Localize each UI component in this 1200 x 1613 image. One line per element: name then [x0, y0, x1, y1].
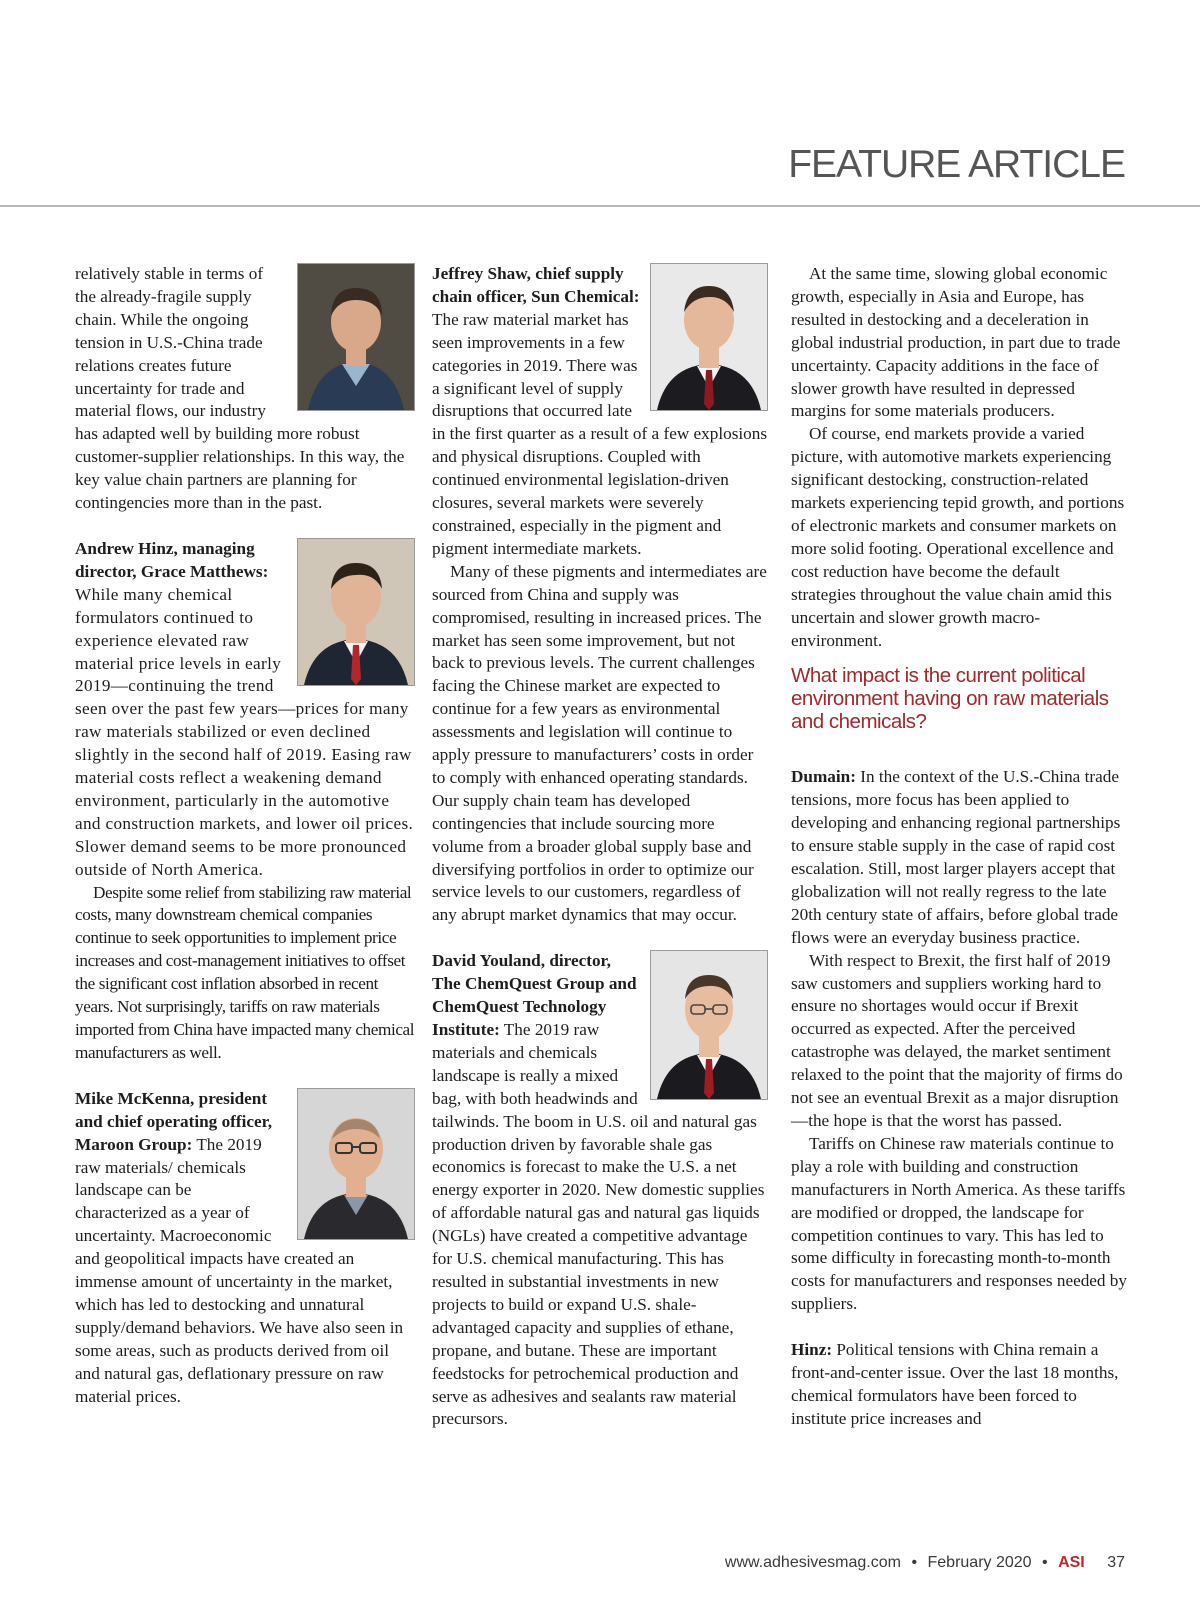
speaker-name-hinz-2: Hinz:: [791, 1340, 833, 1360]
portrait-photo-5: [650, 950, 768, 1100]
column-1: [75, 263, 415, 1409]
footer-bullet-2: •: [1042, 1554, 1048, 1571]
header-rule: [0, 205, 1200, 207]
portrait-photo-1: [297, 263, 415, 411]
footer-date: February 2020: [927, 1554, 1032, 1571]
page-number: 37: [1107, 1554, 1125, 1571]
shaw-paragraph-2: Many of these pigments and intermediates are sourced from China and supply was compromised, resulting in increased prices. The market has seen some improvement, but not back to previous levels. The current challenges facing the Chinese market are expected to continue for a few years as environmental assessments and legislation will continue to apply pressure to manufacturers’ costs in order to comply with enhanced operating standards. Our supply chain team has developed contingencies that include sourcing more volume from a broader global supply base and diversifying portfolios in order to optimize our service levels to our customers, regardless of any abrupt market dynamics that may occur.: [432, 561, 767, 925]
portrait-photo-4: [650, 263, 768, 411]
hinz-2-paragraph-1: Political tensions with China remain a front-and-center issue. Over the last 18 months, chemical formulators have been forced to institute price increases and: [791, 1340, 1119, 1428]
mckenna-paragraph-1: The 2019 raw materials/ chemicals landscape can be characterized as a year of uncertainty. Macroeconomic and geopolitical impacts have created an immense amount of uncertainty in the market, which has led to destocking and unnatural supply/demand behaviors. We have also seen in some areas, such as products derived from oil and natural gas, deflationary pressure on raw material prices.: [75, 1134, 404, 1406]
speaker-name-hinz: Andrew Hinz, managing director, Grace Matthews:: [75, 538, 269, 581]
portrait-1-image: [298, 264, 414, 410]
youland-paragraph-1: The 2019 raw materials and chemicals landscape is really a mixed bag, with both headwinds and tailwinds. The boom in U.S. oil and natural gas production driven by favorable shale gas economics is forecast to make the U.S. a net energy exporter in 2020. New domestic supplies of affordable natural gas and natural gas liquids (NGLs) have created a competitive advantage for U.S. chemical manufacturing. This has resulted in substantial investments in new projects to build or expand U.S. shale-advantaged capacity and supplies of ethane, propane, and butane. These are important feedstocks for petrochemical production and serve as adhesives and sealants raw material precursors.: [432, 1020, 765, 1429]
question-heading: What impact is the current political environment having on raw materials and chemicals?: [791, 664, 1109, 734]
portrait-photo-3: [297, 1088, 415, 1240]
dumain-paragraph-3: Tariffs on Chinese raw materials continue to play a role with building and construction manufacturers in North America. As these tariffs are modified or dropped, the landscape for competition continues to vary. This has led to some difficulty in forecasting month-to-month costs for manufacturers and responses needed by suppliers.: [791, 1133, 1127, 1314]
speaker-name-shaw: Jeffrey Shaw, chief supply chain officer, Sun Chemical:: [432, 264, 640, 306]
page-footer: [725, 1554, 1125, 1572]
column-2: [432, 263, 768, 1431]
speaker-name-dumain: Dumain:: [791, 767, 856, 787]
speaker-name-mckenna: Mike McKenna, president and chief operating officer, Maroon Group:: [75, 1088, 272, 1154]
portrait-3-image: [298, 1089, 414, 1239]
footer-bullet-1: •: [911, 1554, 918, 1571]
footer-brand: ASI: [1058, 1554, 1085, 1571]
col3-paragraph-2: Of course, end markets provide a varied picture, with automotive markets experiencing significant destocking, construction-related markets experiencing tepid growth, and portions of electronic markets and consumer markets on more solid footing. Operational excellence and cost reduction have become the default strategies throughout the value chain amid this uncertain and slower growth macro-environment.: [791, 424, 1125, 650]
portrait-2-image: [298, 539, 414, 685]
column-3: [791, 263, 1127, 1431]
portrait-4-image: [651, 264, 767, 410]
shaw-paragraph-1: The raw material market has seen improvements in a few categories in 2019. There was a significant level of supply disruptions that occurred late in the first quarter as a result of a few explosions and physical disruptions. Coupled with continued environmental legislation-driven closures, several markets were severely constrained, especially in the pigment and pigment intermediate markets.: [432, 309, 768, 558]
section-title: FEATURE ARTICLE: [788, 143, 1125, 186]
hinz-paragraph-1: While many chemical formulators continued to experience elevated raw material price levels in early 2019—continuing the trend seen over the past few years—prices for many raw materials stabilized or even declined slightly in the second half of 2019. Easing raw material costs reflect a weakening demand environment, particularly in the automotive and construction markets, and lower oil prices. Slower demand seems to be more pronounced outside of North America.: [75, 584, 414, 879]
footer-url: www.adhesivesmag.com: [724, 1554, 901, 1571]
hinz-paragraph-2: Despite some relief from stabilizing raw material costs, many downstream chemical companies continue to seek opportunities to implement price increases and cost-management initiatives to offset the significant cost inflation absorbed in recent years. Not surprisingly, tariffs on raw materials imported from China have impacted many chemical manufacturers as well.: [75, 882, 415, 1062]
portrait-5-image: [651, 951, 767, 1099]
portrait-photo-2: [297, 538, 415, 686]
col3-paragraph-1: At the same time, slowing global economic growth, especially in Asia and Europe, has resulted in destocking and a deceleration in global industrial production, in part due to trade uncertainty. Capacity additions in the face of slower growth have resulted in depressed margins for some materials producers.: [791, 264, 1121, 421]
dumain-paragraph-2: With respect to Brexit, the first half of 2019 saw customers and suppliers working hard to ensure no shortages would occur if Brexit occurred as expected. After the perceived catastrophe was delayed, the market sentiment relaxed to the point that the majority of firms do not see an eventual Brexit as a major disruption—the hope is that the worst has passed.: [791, 950, 1123, 1130]
intro-paragraph: relatively stable in terms of the already-fragile supply chain. While the ongoing tension in U.S.-China trade relations creates future uncertainty for trade and material flows, our industry has adapted well by building more robust customer-supplier relationships. In this way, the key value chain partners are planning for contingencies more than in the past.: [75, 264, 405, 513]
speaker-name-youland: David Youland, director, The ChemQuest Group and ChemQuest Technology Institute:: [432, 951, 637, 1039]
dumain-paragraph-1: In the context of the U.S.-China trade tensions, more focus has been applied to developing and enhancing regional partnerships to ensure stable supply in the case of rapid cost escalation. Still, most larger players accept that globalization will not really regress to the late 20th century state of affairs, before global trade flows were an everyday business practice.: [791, 767, 1121, 947]
